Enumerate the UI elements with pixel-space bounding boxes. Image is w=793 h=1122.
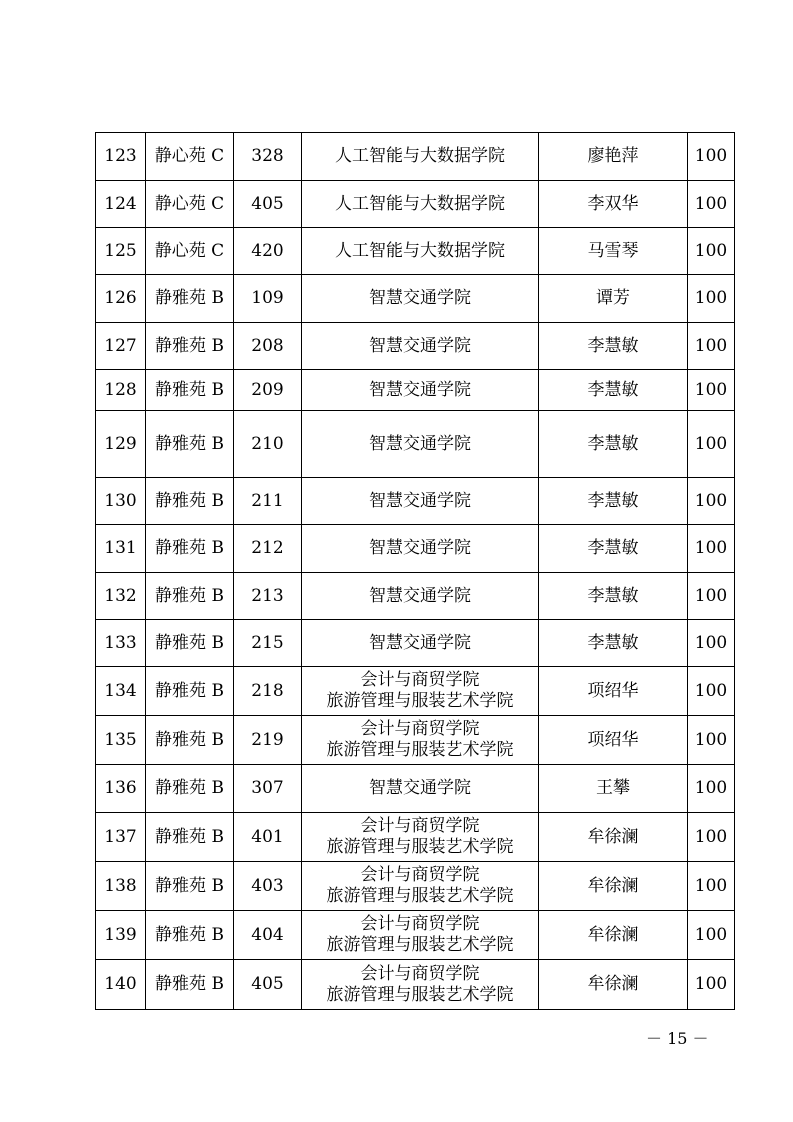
cell-college [302,765,539,813]
college-name: 智慧交通学院 [369,335,471,356]
college-name: 旅游管理与服装艺术学院 [326,935,514,955]
cell-room: 404 [234,911,302,960]
college-name: 旅游管理与服装艺术学院 [326,886,514,906]
cell-building: 静雅苑 B [146,275,234,323]
cell-college [302,228,539,275]
cell-building: 静雅苑 B [146,911,234,960]
cell-number: 124 [96,181,146,228]
cell-room: 307 [234,765,302,813]
cell-building: 静雅苑 B [146,525,234,573]
college-name: 智慧交通学院 [369,288,471,308]
college-name: 旅游管理与服装艺术学院 [326,837,514,857]
cell-teacher: 牟徐澜 [539,911,688,960]
cell-number: 125 [96,228,146,275]
cell-room: 328 [234,133,302,181]
cell-score: 100 [688,620,735,667]
college-name: 智慧交通学院 [369,632,471,653]
cell-number: 139 [96,911,146,960]
cell-room: 210 [234,411,302,478]
cell-number: 123 [96,133,146,181]
cell-teacher: 李慧敏 [539,525,688,573]
table-row [96,765,735,813]
cell-room: 405 [234,181,302,228]
cell-teacher: 廖艳萍 [539,133,688,181]
cell-building: 静雅苑 B [146,813,234,862]
cell-teacher: 李慧敏 [539,370,688,411]
cell-teacher: 李慧敏 [539,411,688,478]
cell-building: 静雅苑 B [146,716,234,765]
cell-building: 静雅苑 B [146,667,234,716]
college-name: 人工智能与大数据学院 [335,146,505,166]
cell-teacher: 李慧敏 [539,573,688,620]
cell-building: 静心苑 C [146,133,234,181]
table-row [96,862,735,911]
table-row [96,573,735,620]
cell-teacher: 李慧敏 [539,478,688,525]
cell-teacher: 牟徐澜 [539,862,688,911]
table-row [96,133,735,181]
cell-college [302,813,539,862]
cell-room: 219 [234,716,302,765]
cell-room: 401 [234,813,302,862]
cell-room: 211 [234,478,302,525]
table-body [96,133,735,1010]
cell-number: 130 [96,478,146,525]
college-name: 旅游管理与服装艺术学院 [326,691,514,711]
cell-score: 100 [688,667,735,716]
cell-room: 403 [234,862,302,911]
cell-score: 100 [688,133,735,181]
table-row [96,323,735,370]
college-name: 会计与商贸学院 [360,816,480,836]
cell-room: 109 [234,275,302,323]
cell-college [302,478,539,525]
college-name: 会计与商贸学院 [360,670,480,690]
cell-room: 215 [234,620,302,667]
cell-college [302,960,539,1010]
college-name: 人工智能与大数据学院 [335,193,505,214]
table-row [96,370,735,411]
table-row [96,813,735,862]
cell-room: 420 [234,228,302,275]
cell-score: 100 [688,716,735,765]
cell-building: 静雅苑 B [146,370,234,411]
cell-number: 140 [96,960,146,1010]
cell-number: 127 [96,323,146,370]
college-name: 智慧交通学院 [369,538,471,558]
cell-college [302,133,539,181]
table-row [96,228,735,275]
college-name: 智慧交通学院 [369,778,471,798]
cell-room: 208 [234,323,302,370]
cell-teacher: 李慧敏 [539,620,688,667]
dormitory-score-table [95,132,735,1010]
college-name: 会计与商贸学院 [360,719,480,739]
cell-building: 静雅苑 B [146,573,234,620]
table-row [96,275,735,323]
cell-teacher: 谭芳 [539,275,688,323]
cell-number: 133 [96,620,146,667]
cell-building: 静心苑 C [146,181,234,228]
cell-room: 405 [234,960,302,1010]
college-name: 会计与商贸学院 [360,914,480,934]
college-name: 智慧交通学院 [369,490,471,511]
cell-number: 137 [96,813,146,862]
cell-number: 136 [96,765,146,813]
cell-building: 静雅苑 B [146,411,234,478]
cell-number: 126 [96,275,146,323]
cell-teacher: 李慧敏 [539,323,688,370]
cell-score: 100 [688,911,735,960]
cell-college [302,911,539,960]
table-row [96,960,735,1010]
cell-score: 100 [688,181,735,228]
cell-college [302,573,539,620]
cell-college [302,275,539,323]
table-row [96,716,735,765]
college-name: 会计与商贸学院 [360,865,480,885]
cell-college [302,411,539,478]
cell-number: 135 [96,716,146,765]
table-row [96,667,735,716]
cell-teacher: 马雪琴 [539,228,688,275]
cell-score: 100 [688,960,735,1010]
table-row [96,181,735,228]
cell-room: 209 [234,370,302,411]
cell-building: 静雅苑 B [146,323,234,370]
cell-number: 131 [96,525,146,573]
page-number: － 15 － [646,1029,709,1048]
cell-college [302,667,539,716]
college-name: 智慧交通学院 [369,433,471,454]
cell-college [302,716,539,765]
cell-score: 100 [688,525,735,573]
college-name: 人工智能与大数据学院 [335,240,505,261]
cell-number: 129 [96,411,146,478]
cell-score: 100 [688,275,735,323]
table-row [96,525,735,573]
cell-room: 212 [234,525,302,573]
cell-room: 213 [234,573,302,620]
table-row [96,478,735,525]
cell-building: 静雅苑 B [146,620,234,667]
cell-college [302,181,539,228]
cell-college [302,370,539,411]
cell-score: 100 [688,228,735,275]
cell-building: 静雅苑 B [146,960,234,1010]
cell-number: 134 [96,667,146,716]
cell-college [302,525,539,573]
cell-score: 100 [688,323,735,370]
cell-building: 静雅苑 B [146,862,234,911]
cell-building: 静雅苑 B [146,765,234,813]
table-row [96,911,735,960]
college-name: 会计与商贸学院 [360,963,480,984]
cell-score: 100 [688,813,735,862]
cell-college [302,323,539,370]
cell-number: 132 [96,573,146,620]
college-name: 智慧交通学院 [369,379,471,400]
table-row [96,620,735,667]
college-name: 旅游管理与服装艺术学院 [326,984,514,1005]
cell-room: 218 [234,667,302,716]
cell-teacher: 牟徐澜 [539,813,688,862]
college-name: 旅游管理与服装艺术学院 [326,740,514,760]
table-row [96,411,735,478]
cell-teacher: 王攀 [539,765,688,813]
cell-score: 100 [688,478,735,525]
cell-score: 100 [688,862,735,911]
cell-score: 100 [688,370,735,411]
cell-score: 100 [688,765,735,813]
cell-number: 138 [96,862,146,911]
college-name: 智慧交通学院 [369,585,471,606]
cell-number: 128 [96,370,146,411]
cell-college [302,620,539,667]
cell-building: 静雅苑 B [146,478,234,525]
cell-score: 100 [688,573,735,620]
cell-teacher: 牟徐澜 [539,960,688,1010]
cell-teacher: 项绍华 [539,716,688,765]
cell-teacher: 李双华 [539,181,688,228]
cell-building: 静心苑 C [146,228,234,275]
cell-teacher: 项绍华 [539,667,688,716]
cell-score: 100 [688,411,735,478]
cell-college [302,862,539,911]
